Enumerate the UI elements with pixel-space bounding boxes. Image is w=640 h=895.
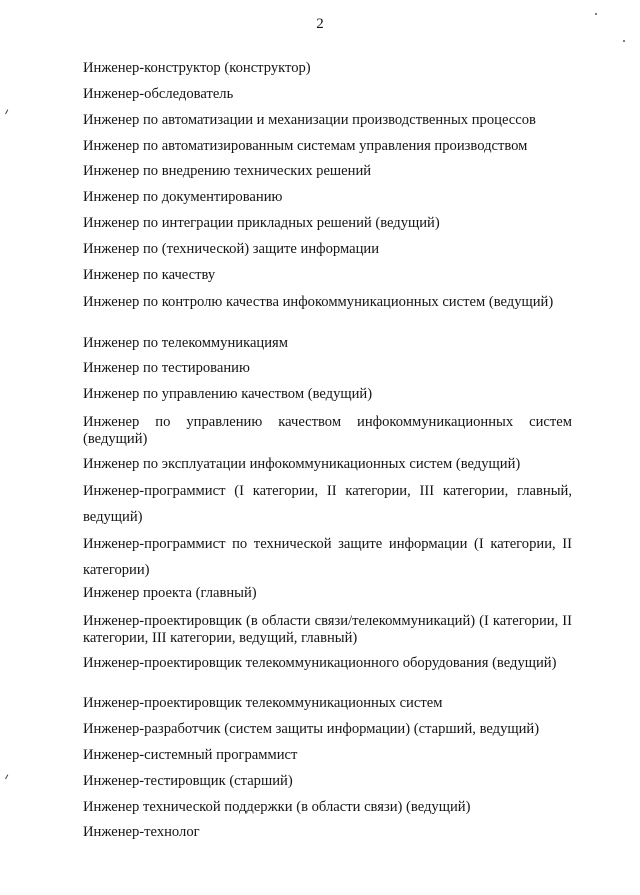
list-item: Инженер-технолог — [83, 824, 200, 840]
page-number: 2 — [316, 16, 324, 32]
list-item: Инженер проекта (главный) — [83, 585, 257, 601]
list-item: Инженер-конструктор (конструктор) — [83, 60, 311, 76]
list-item: Инженер по автоматизированным системам управления производством — [83, 138, 528, 154]
list-item: Инженер-проектировщик телекоммуникационного оборудования (ведущий) — [83, 655, 557, 671]
list-item: Инженер технической поддержки (в области связи) (ведущий) — [83, 799, 471, 815]
list-item: Инженер-проектировщик телекоммуникационных систем — [83, 695, 443, 711]
list-item: Инженер по внедрению технических решений — [83, 163, 372, 179]
list-item: Инженер-тестировщик (старший) — [83, 773, 293, 789]
list-item: Инженер по телекоммуникациям — [83, 335, 288, 351]
list-item: Инженер-проектировщик (в области связи/телекоммуникаций) (I категории, II категории, III категории, ведущий, главный) — [83, 613, 572, 646]
list-item: Инженер по эксплуатации инфокоммуникационных систем (ведущий) — [83, 456, 521, 472]
list-item: Инженер по автоматизации и механизации производственных процессов — [83, 112, 536, 128]
scan-mark — [623, 40, 625, 42]
list-item: Инженер по тестированию — [83, 360, 250, 376]
list-item: Инженер-программист по технической защите информации (I категории, II категории) — [83, 536, 572, 578]
scan-mark — [595, 13, 597, 15]
list-item: Инженер-системный программист — [83, 747, 298, 763]
list-item: Инженер по качеству — [83, 267, 216, 283]
list-item: Инженер по управлению качеством (ведущий) — [83, 386, 373, 402]
scan-mark — [5, 774, 11, 780]
scan-mark — [5, 109, 11, 115]
list-item: Инженер по интеграции прикладных решений (ведущий) — [83, 215, 440, 231]
list-item: Инженер по контролю качества инфокоммуникационных систем (ведущий) — [83, 294, 554, 310]
list-item: Инженер-разработчик (систем защиты информации) (старший, ведущий) — [83, 721, 540, 737]
list-item: Инженер по управлению качеством инфокоммуникационных систем (ведущий) — [83, 414, 572, 447]
list-item: Инженер по документированию — [83, 189, 283, 205]
list-item: Инженер по (технической) защите информации — [83, 241, 380, 257]
list-item: Инженер-программист (I категории, II категории, III категории, главный, ведущий) — [83, 483, 572, 525]
list-item: Инженер-обследователь — [83, 86, 234, 102]
